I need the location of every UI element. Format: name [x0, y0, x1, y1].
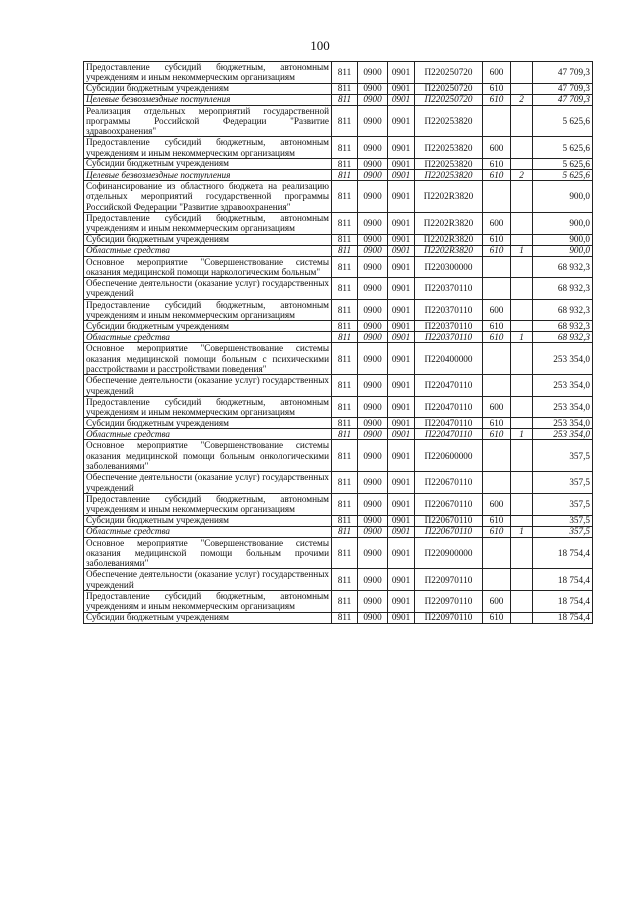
subsection-code-cell: 0901	[388, 256, 415, 278]
item-name-cell: Предоставление субсидий бюджетным, автономным учреждениям и иным некоммерческим организациям	[84, 493, 332, 515]
funding-source-cell	[511, 62, 533, 84]
target-article-cell: П220970110	[415, 590, 483, 612]
expense-type-cell	[483, 278, 511, 300]
amount-cell: 900,0	[533, 212, 593, 234]
section-code-cell: 0900	[358, 332, 388, 343]
table-row	[84, 515, 593, 526]
funding-source-cell	[511, 256, 533, 278]
subsection-code-cell: 0901	[388, 493, 415, 515]
target-article-cell: П220370110	[415, 299, 483, 321]
ministry-code-cell: 811	[332, 515, 358, 526]
table-row	[84, 62, 593, 84]
funding-source-cell: 1	[511, 332, 533, 343]
subsection-code-cell: 0901	[388, 569, 415, 591]
amount-cell: 47 709,3	[533, 94, 593, 105]
item-name-cell: Обеспечение деятельности (оказание услуг) государственных учреждений	[84, 278, 332, 300]
item-name-cell: Субсидии бюджетным учреждениям	[84, 418, 332, 429]
ministry-code-cell: 811	[332, 170, 358, 181]
item-name-cell: Реализация отдельных мероприятий государственной программы Российской Федерации "Развитие здравоохранения"	[84, 105, 332, 137]
target-article-cell: П2202R3820	[415, 234, 483, 245]
item-name-cell: Областные средства	[84, 332, 332, 343]
expense-type-cell: 610	[483, 418, 511, 429]
target-article-cell: П220970110	[415, 612, 483, 623]
target-article-cell: П220250720	[415, 62, 483, 84]
section-code-cell: 0900	[358, 343, 388, 375]
section-code-cell: 0900	[358, 256, 388, 278]
funding-source-cell: 1	[511, 429, 533, 440]
expense-type-cell: 600	[483, 299, 511, 321]
funding-source-cell	[511, 83, 533, 94]
expense-type-cell	[483, 375, 511, 397]
table-row	[84, 159, 593, 170]
subsection-code-cell: 0901	[388, 321, 415, 332]
target-article-cell: П220253820	[415, 170, 483, 181]
subsection-code-cell: 0901	[388, 137, 415, 159]
funding-source-cell	[511, 105, 533, 137]
amount-cell: 253 354,0	[533, 396, 593, 418]
item-name-cell: Целевые безвозмездные поступления	[84, 94, 332, 105]
expense-type-cell: 600	[483, 590, 511, 612]
amount-cell: 253 354,0	[533, 343, 593, 375]
ministry-code-cell: 811	[332, 375, 358, 397]
section-code-cell: 0900	[358, 62, 388, 84]
ministry-code-cell: 811	[332, 537, 358, 569]
expense-type-cell	[483, 343, 511, 375]
funding-source-cell	[511, 212, 533, 234]
table-row	[84, 537, 593, 569]
expense-type-cell	[483, 440, 511, 472]
target-article-cell: П2202R3820	[415, 181, 483, 213]
section-code-cell: 0900	[358, 159, 388, 170]
expense-type-cell: 610	[483, 94, 511, 105]
section-code-cell: 0900	[358, 440, 388, 472]
table-row	[84, 440, 593, 472]
section-code-cell: 0900	[358, 299, 388, 321]
subsection-code-cell: 0901	[388, 181, 415, 213]
ministry-code-cell: 811	[332, 418, 358, 429]
target-article-cell: П220400000	[415, 343, 483, 375]
amount-cell: 357,5	[533, 493, 593, 515]
section-code-cell: 0900	[358, 245, 388, 256]
table-row	[84, 299, 593, 321]
target-article-cell: П220250720	[415, 83, 483, 94]
subsection-code-cell: 0901	[388, 83, 415, 94]
section-code-cell: 0900	[358, 590, 388, 612]
section-code-cell: 0900	[358, 493, 388, 515]
table-row	[84, 212, 593, 234]
amount-cell: 900,0	[533, 181, 593, 213]
ministry-code-cell: 811	[332, 159, 358, 170]
item-name-cell: Основное мероприятие "Совершенствование системы оказания медицинской помощи больным онкологическими заболеваниями"	[84, 440, 332, 472]
target-article-cell: П220970110	[415, 569, 483, 591]
table-row	[84, 137, 593, 159]
table-row	[84, 429, 593, 440]
expense-type-cell: 610	[483, 429, 511, 440]
amount-cell: 5 625,6	[533, 170, 593, 181]
funding-source-cell	[511, 396, 533, 418]
funding-source-cell: 1	[511, 245, 533, 256]
ministry-code-cell: 811	[332, 526, 358, 537]
table-row	[84, 343, 593, 375]
funding-source-cell	[511, 612, 533, 623]
expense-type-cell: 600	[483, 62, 511, 84]
amount-cell: 357,5	[533, 515, 593, 526]
table-row	[84, 375, 593, 397]
expense-type-cell: 610	[483, 332, 511, 343]
table-row	[84, 612, 593, 623]
amount-cell: 357,5	[533, 472, 593, 494]
subsection-code-cell: 0901	[388, 526, 415, 537]
subsection-code-cell: 0901	[388, 429, 415, 440]
expense-type-cell: 610	[483, 234, 511, 245]
funding-source-cell	[511, 343, 533, 375]
ministry-code-cell: 811	[332, 212, 358, 234]
ministry-code-cell: 811	[332, 234, 358, 245]
ministry-code-cell: 811	[332, 590, 358, 612]
item-name-cell: Обеспечение деятельности (оказание услуг) государственных учреждений	[84, 569, 332, 591]
table-row	[84, 332, 593, 343]
subsection-code-cell: 0901	[388, 375, 415, 397]
funding-source-cell	[511, 590, 533, 612]
subsection-code-cell: 0901	[388, 590, 415, 612]
item-name-cell: Областные средства	[84, 526, 332, 537]
amount-cell: 18 754,4	[533, 590, 593, 612]
expense-type-cell: 600	[483, 212, 511, 234]
ministry-code-cell: 811	[332, 278, 358, 300]
table-row	[84, 472, 593, 494]
expense-type-cell	[483, 105, 511, 137]
amount-cell: 900,0	[533, 245, 593, 256]
funding-source-cell	[511, 278, 533, 300]
section-code-cell: 0900	[358, 612, 388, 623]
funding-source-cell	[511, 418, 533, 429]
item-name-cell: Целевые безвозмездные поступления	[84, 170, 332, 181]
subsection-code-cell: 0901	[388, 612, 415, 623]
target-article-cell: П220253820	[415, 105, 483, 137]
target-article-cell: П220670110	[415, 472, 483, 494]
target-article-cell: П2202R3820	[415, 245, 483, 256]
expense-type-cell: 610	[483, 245, 511, 256]
item-name-cell: Субсидии бюджетным учреждениям	[84, 515, 332, 526]
item-name-cell: Основное мероприятие "Совершенствование системы оказания медицинской помощи больным прочими заболеваниями"	[84, 537, 332, 569]
target-article-cell: П220470110	[415, 429, 483, 440]
funding-source-cell	[511, 537, 533, 569]
page-number: 100	[310, 38, 330, 53]
funding-source-cell	[511, 472, 533, 494]
target-article-cell: П220370110	[415, 321, 483, 332]
amount-cell: 5 625,6	[533, 137, 593, 159]
subsection-code-cell: 0901	[388, 472, 415, 494]
table-row	[84, 569, 593, 591]
expense-type-cell: 610	[483, 83, 511, 94]
subsection-code-cell: 0901	[388, 343, 415, 375]
section-code-cell: 0900	[358, 396, 388, 418]
funding-source-cell: 2	[511, 170, 533, 181]
amount-cell: 47 709,3	[533, 62, 593, 84]
ministry-code-cell: 811	[332, 62, 358, 84]
table-row	[84, 105, 593, 137]
section-code-cell: 0900	[358, 537, 388, 569]
amount-cell: 253 354,0	[533, 429, 593, 440]
ministry-code-cell: 811	[332, 332, 358, 343]
funding-source-cell	[511, 299, 533, 321]
section-code-cell: 0900	[358, 137, 388, 159]
ministry-code-cell: 811	[332, 493, 358, 515]
ministry-code-cell: 811	[332, 429, 358, 440]
ministry-code-cell: 811	[332, 472, 358, 494]
target-article-cell: П220900000	[415, 537, 483, 569]
funding-source-cell: 2	[511, 94, 533, 105]
table-row	[84, 526, 593, 537]
funding-source-cell	[511, 440, 533, 472]
amount-cell: 68 932,3	[533, 332, 593, 343]
funding-source-cell	[511, 234, 533, 245]
target-article-cell: П220600000	[415, 440, 483, 472]
item-name-cell: Предоставление субсидий бюджетным, автономным учреждениям и иным некоммерческим организациям	[84, 137, 332, 159]
section-code-cell: 0900	[358, 526, 388, 537]
ministry-code-cell: 811	[332, 181, 358, 213]
section-code-cell: 0900	[358, 94, 388, 105]
expense-type-cell	[483, 256, 511, 278]
funding-source-cell	[511, 159, 533, 170]
funding-source-cell	[511, 137, 533, 159]
subsection-code-cell: 0901	[388, 245, 415, 256]
target-article-cell: П220670110	[415, 515, 483, 526]
expense-type-cell: 610	[483, 515, 511, 526]
target-article-cell: П220470110	[415, 418, 483, 429]
subsection-code-cell: 0901	[388, 94, 415, 105]
table-row	[84, 396, 593, 418]
ministry-code-cell: 811	[332, 137, 358, 159]
expense-type-cell: 610	[483, 159, 511, 170]
section-code-cell: 0900	[358, 375, 388, 397]
subsection-code-cell: 0901	[388, 105, 415, 137]
ministry-code-cell: 811	[332, 83, 358, 94]
table-row	[84, 278, 593, 300]
subsection-code-cell: 0901	[388, 212, 415, 234]
funding-source-cell	[511, 493, 533, 515]
expense-type-cell: 600	[483, 137, 511, 159]
subsection-code-cell: 0901	[388, 278, 415, 300]
section-code-cell: 0900	[358, 105, 388, 137]
amount-cell: 253 354,0	[533, 418, 593, 429]
funding-source-cell	[511, 181, 533, 213]
ministry-code-cell: 811	[332, 321, 358, 332]
target-article-cell: П220370110	[415, 278, 483, 300]
table-row	[84, 234, 593, 245]
expense-type-cell: 610	[483, 170, 511, 181]
item-name-cell: Софинансирование из областного бюджета на реализацию отдельных мероприятий государственной программы Российской Федерации "Развитие здравоохранения"	[84, 181, 332, 213]
section-code-cell: 0900	[358, 429, 388, 440]
amount-cell: 18 754,4	[533, 537, 593, 569]
table-row	[84, 245, 593, 256]
target-article-cell: П220670110	[415, 493, 483, 515]
item-name-cell: Основное мероприятие "Совершенствование системы оказания медицинской помощи больным с психическими расстройствами и расстройствами поведения"	[84, 343, 332, 375]
section-code-cell: 0900	[358, 181, 388, 213]
item-name-cell: Предоставление субсидий бюджетным, автономным учреждениям и иным некоммерческим организациям	[84, 62, 332, 84]
item-name-cell: Предоставление субсидий бюджетным, автономным учреждениям и иным некоммерческим организациям	[84, 590, 332, 612]
amount-cell: 18 754,4	[533, 569, 593, 591]
section-code-cell: 0900	[358, 278, 388, 300]
expense-type-cell: 600	[483, 493, 511, 515]
amount-cell: 5 625,6	[533, 159, 593, 170]
item-name-cell: Областные средства	[84, 245, 332, 256]
amount-cell: 68 932,3	[533, 299, 593, 321]
item-name-cell: Субсидии бюджетным учреждениям	[84, 612, 332, 623]
amount-cell: 900,0	[533, 234, 593, 245]
table-row	[84, 181, 593, 213]
item-name-cell: Основное мероприятие "Совершенствование системы оказания медицинской помощи наркологическим больным"	[84, 256, 332, 278]
ministry-code-cell: 811	[332, 299, 358, 321]
expense-type-cell	[483, 472, 511, 494]
item-name-cell: Предоставление субсидий бюджетным, автономным учреждениям и иным некоммерческим организациям	[84, 299, 332, 321]
funding-source-cell: 1	[511, 526, 533, 537]
table-row	[84, 83, 593, 94]
funding-source-cell	[511, 321, 533, 332]
table-row	[84, 321, 593, 332]
section-code-cell: 0900	[358, 212, 388, 234]
subsection-code-cell: 0901	[388, 170, 415, 181]
subsection-code-cell: 0901	[388, 396, 415, 418]
subsection-code-cell: 0901	[388, 537, 415, 569]
subsection-code-cell: 0901	[388, 515, 415, 526]
section-code-cell: 0900	[358, 83, 388, 94]
amount-cell: 18 754,4	[533, 612, 593, 623]
target-article-cell: П220370110	[415, 332, 483, 343]
expense-type-cell: 600	[483, 396, 511, 418]
target-article-cell: П220253820	[415, 137, 483, 159]
table-body	[84, 62, 593, 624]
ministry-code-cell: 811	[332, 105, 358, 137]
expense-type-cell	[483, 537, 511, 569]
expense-type-cell: 610	[483, 321, 511, 332]
item-name-cell: Субсидии бюджетным учреждениям	[84, 159, 332, 170]
expense-type-cell	[483, 569, 511, 591]
item-name-cell: Субсидии бюджетным учреждениям	[84, 321, 332, 332]
subsection-code-cell: 0901	[388, 332, 415, 343]
section-code-cell: 0900	[358, 569, 388, 591]
amount-cell: 68 932,3	[533, 256, 593, 278]
target-article-cell: П220253820	[415, 159, 483, 170]
ministry-code-cell: 811	[332, 245, 358, 256]
target-article-cell: П220470110	[415, 396, 483, 418]
ministry-code-cell: 811	[332, 396, 358, 418]
target-article-cell: П220470110	[415, 375, 483, 397]
target-article-cell: П2202R3820	[415, 212, 483, 234]
item-name-cell: Предоставление субсидий бюджетным, автономным учреждениям и иным некоммерческим организациям	[84, 212, 332, 234]
amount-cell: 357,5	[533, 526, 593, 537]
expense-type-cell	[483, 181, 511, 213]
section-code-cell: 0900	[358, 515, 388, 526]
target-article-cell: П220250720	[415, 94, 483, 105]
target-article-cell: П220300000	[415, 256, 483, 278]
item-name-cell: Обеспечение деятельности (оказание услуг) государственных учреждений	[84, 472, 332, 494]
funding-source-cell	[511, 569, 533, 591]
subsection-code-cell: 0901	[388, 62, 415, 84]
amount-cell: 68 932,3	[533, 278, 593, 300]
section-code-cell: 0900	[358, 418, 388, 429]
budget-table	[83, 61, 593, 624]
table-row	[84, 590, 593, 612]
ministry-code-cell: 811	[332, 343, 358, 375]
section-code-cell: 0900	[358, 321, 388, 332]
target-article-cell: П220670110	[415, 526, 483, 537]
table-row	[84, 256, 593, 278]
section-code-cell: 0900	[358, 170, 388, 181]
amount-cell: 357,5	[533, 440, 593, 472]
amount-cell: 68 932,3	[533, 321, 593, 332]
subsection-code-cell: 0901	[388, 159, 415, 170]
table-row	[84, 170, 593, 181]
amount-cell: 5 625,6	[533, 105, 593, 137]
expense-type-cell: 610	[483, 526, 511, 537]
amount-cell: 253 354,0	[533, 375, 593, 397]
table-row	[84, 418, 593, 429]
amount-cell: 47 709,3	[533, 83, 593, 94]
item-name-cell: Предоставление субсидий бюджетным, автономным учреждениям и иным некоммерческим организациям	[84, 396, 332, 418]
funding-source-cell	[511, 375, 533, 397]
item-name-cell: Обеспечение деятельности (оказание услуг) государственных учреждений	[84, 375, 332, 397]
section-code-cell: 0900	[358, 472, 388, 494]
section-code-cell: 0900	[358, 234, 388, 245]
ministry-code-cell: 811	[332, 94, 358, 105]
subsection-code-cell: 0901	[388, 234, 415, 245]
expense-type-cell: 610	[483, 612, 511, 623]
item-name-cell: Субсидии бюджетным учреждениям	[84, 83, 332, 94]
subsection-code-cell: 0901	[388, 440, 415, 472]
ministry-code-cell: 811	[332, 569, 358, 591]
ministry-code-cell: 811	[332, 256, 358, 278]
item-name-cell: Субсидии бюджетным учреждениям	[84, 234, 332, 245]
ministry-code-cell: 811	[332, 612, 358, 623]
item-name-cell: Областные средства	[84, 429, 332, 440]
table-row	[84, 493, 593, 515]
ministry-code-cell: 811	[332, 440, 358, 472]
subsection-code-cell: 0901	[388, 299, 415, 321]
table-row	[84, 94, 593, 105]
subsection-code-cell: 0901	[388, 418, 415, 429]
funding-source-cell	[511, 515, 533, 526]
